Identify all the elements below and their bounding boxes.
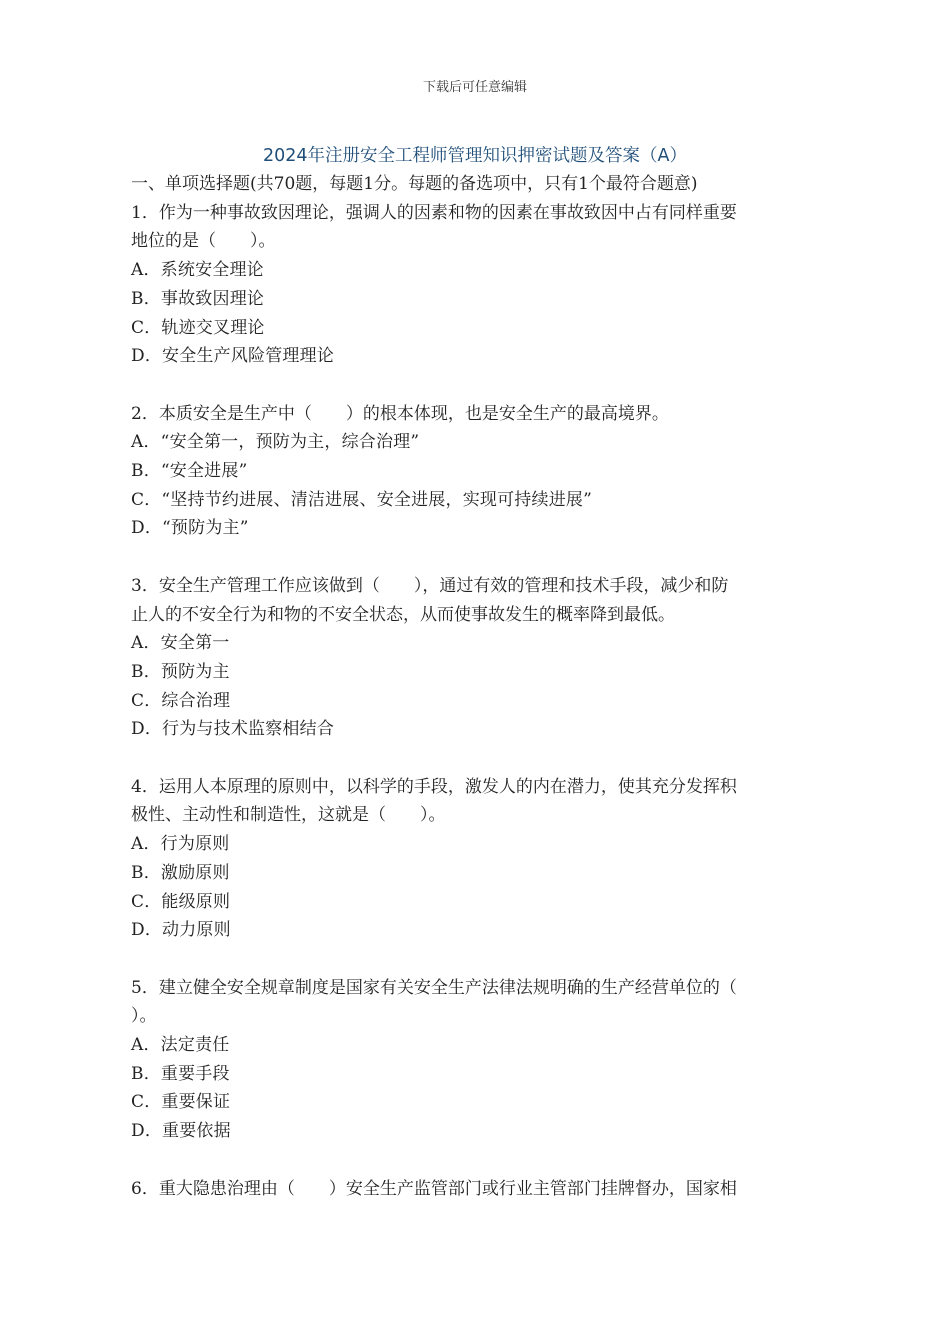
- page-header: 下载后可任意编辑: [422, 80, 527, 95]
- question-stem-line: 地位的是（ ）。: [131, 231, 276, 252]
- question-3: [131, 572, 821, 744]
- answer-option: C．能级原则: [131, 891, 231, 912]
- question-1: [131, 199, 821, 371]
- answer-option: A．“安全第一，预防为主，综合治理”: [131, 432, 420, 453]
- answer-option: D．“预防为主”: [131, 518, 249, 539]
- answer-option: B．重要手段: [131, 1063, 230, 1084]
- answer-option: D．重要依据: [131, 1121, 231, 1142]
- answer-option: B．“安全进展”: [131, 461, 248, 482]
- answer-option: B．预防为主: [131, 661, 230, 682]
- question-stem-line: 4．运用人本原理的原则中，以科学的手段，激发人的内在潜力，使其充分发挥积: [131, 776, 737, 797]
- question-stem-line: 3．安全生产管理工作应该做到（ ），通过有效的管理和技术手段，减少和防: [131, 575, 729, 596]
- question-5: [131, 974, 821, 1146]
- answer-option: B．激励原则: [131, 862, 230, 883]
- answer-option: D．安全生产风险管理理论: [131, 346, 335, 367]
- question-stem-line: 2．本质安全是生产中（ ）的根本体现，也是安全生产的最高境界。: [131, 403, 669, 424]
- question-stem-line: 止人的不安全行为和物的不安全状态，从而使事故发生的概率降到最低。: [131, 604, 675, 625]
- document-title: 2024年注册安全工程师管理知识押密试题及答案（A）: [262, 146, 687, 166]
- answer-option: A．行为原则: [131, 834, 230, 855]
- answer-option: A．系统安全理论: [131, 260, 264, 281]
- document-body: [131, 170, 821, 1232]
- question-list: [131, 199, 821, 1204]
- question-stem-line: 1．作为一种事故致因理论，强调人的因素和物的因素在事故致因中占有同样重要: [131, 202, 737, 223]
- question-2: [131, 400, 821, 544]
- question-stem-line: 极性、主动性和制造性，这就是（ ）。: [131, 805, 446, 826]
- question-4: [131, 773, 821, 945]
- answer-option: C．轨迹交叉理论: [131, 317, 265, 338]
- answer-option: D．动力原则: [131, 920, 231, 941]
- answer-option: D．行为与技术监察相结合: [131, 719, 335, 740]
- question-stem-line: ）。: [131, 1006, 157, 1027]
- answer-option: B．事故致因理论: [131, 288, 265, 309]
- answer-option: A．法定责任: [131, 1035, 230, 1056]
- answer-option: A．安全第一: [131, 633, 230, 654]
- section-heading: 一、单项选择题(共70题，每题1分。每题的备选项中，只有1个最符合题意): [131, 174, 698, 194]
- question-stem-line: 5．建立健全安全规章制度是国家有关安全生产法律法规明确的生产经营单位的（: [131, 977, 737, 998]
- answer-option: C．“坚持节约进展、清洁进展、安全进展，实现可持续进展”: [131, 489, 592, 510]
- answer-option: C．重要保证: [131, 1092, 231, 1113]
- answer-option: C．综合治理: [131, 690, 231, 711]
- question-6: [131, 1175, 821, 1204]
- question-stem-line: 6．重大隐患治理由（ ）安全生产监管部门或行业主管部门挂牌督办，国家相: [131, 1178, 737, 1199]
